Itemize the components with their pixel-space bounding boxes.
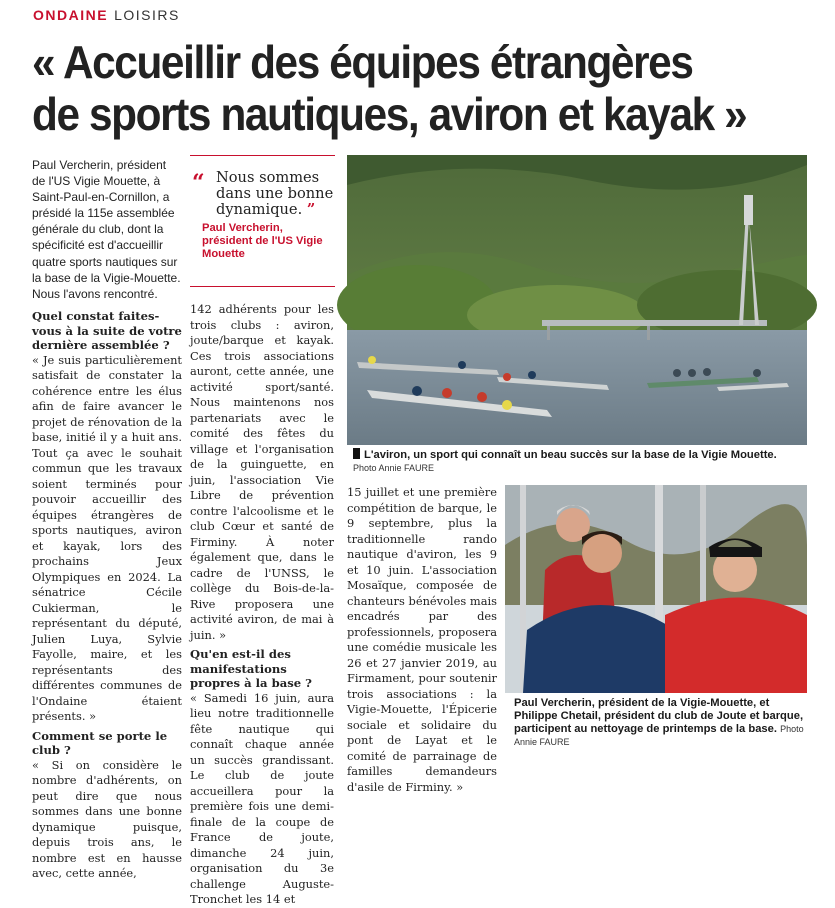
pull-quote-author: Paul Vercherin, président de l'US Vigie Mouette <box>202 222 323 260</box>
pull-quote-text <box>216 170 335 218</box>
headline-line-1: « Accueillir des équipes étrangères <box>32 36 693 88</box>
pull-quote <box>190 155 335 287</box>
answer-3-part-2: 15 juillet et une première compétition de barque, le 9 septembre, plus la traditionnelle rando nautique d'aviron, les 9 et 10 juin. L'association Mosaïque, composée de chanteurs bénévoles mais encadrés par des professionnels, proposera une comédie musicale les 26 et 27 janvier 2019, au Firmament, pour soutenir trois associations : la Vigie-Mouette, l'Épicerie sociale et solidaire du pont de Layat et le comité de parrainage de familles demandeurs d'asile de Firminy. » <box>347 485 497 794</box>
article-column-2 <box>190 302 334 908</box>
cleaning-photo-caption <box>514 697 814 749</box>
rowing-scene-image <box>347 155 807 445</box>
close-quote-icon: ” <box>306 201 316 218</box>
article-column-1 <box>32 305 182 882</box>
rowing-photo-credit: Photo Annie FAURE <box>353 463 435 473</box>
section-label: ONDAINE <box>33 7 109 23</box>
answer-3-part-1: « Samedi 16 juin, aura lieu notre traditionnelle fête nautique qui connaît chaque année un succès grandissant. Le club de joute accueillera pour la première fois une demi-finale de la coupe de France de joute, dimanche 24 juin, organisation du 3e challenge Auguste-Tronchet les 14 et <box>190 690 334 906</box>
article-column-3 <box>347 485 497 795</box>
cleaning-caption-text: Paul Vercherin, président de la Vigie-Mouette, et Philippe Chetail, président du club de Joute et barque, participent au nettoyage de printemps de la base. <box>514 697 804 735</box>
question-1: Quel constat faites-vous à la suite de votre dernière assemblée ? <box>32 309 182 352</box>
cleaning-photo <box>505 485 807 693</box>
rubric-label: LOISIRS <box>114 7 180 23</box>
cleaning-photo-credit: Photo Annie FAURE <box>514 724 804 747</box>
rowing-photo-caption <box>353 448 813 475</box>
article-lead: Paul Vercherin, président de l'US Vigie Mouette, à Saint-Paul-en-Cornillon, a présidé la 115e assemblée générale du club, dont la spécificité est d'accueillir quatre sports nautiques sur la base de la Vigie-Mouette. Nous l'avons rencontré. <box>32 158 181 301</box>
rowing-caption-text: L'aviron, un sport qui connaît un beau succès sur la base de la Vigie Mouette. <box>364 449 777 461</box>
section-kicker <box>33 7 180 23</box>
caption-marker-icon <box>353 448 360 459</box>
volunteers-image <box>505 485 807 693</box>
question-2: Comment se porte le club ? <box>32 728 168 757</box>
open-quote-icon: “ <box>192 170 205 196</box>
article-headline <box>32 36 759 140</box>
rowing-photo <box>347 155 807 445</box>
answer-2-part-2: 142 adhérents pour les trois clubs : aviron, joute/barque et kayak. Ces trois associations auront, cette année, une activité sport/santé. Nous maintenons nos partenariats avec le comité des fêtes du village et l'organisation de la guinguette, en juin, l'association Vie Libre de prévention contre l'alcoolisme et le club Cœur et santé de Firminy. À noter également que, dans le cadre de l'UNSS, le collège du Bois-de-la-Rive proposera une activité aviron, de mai à juin. » <box>190 302 334 642</box>
question-3: Qu'en est-il des manifestations propres à la base ? <box>190 647 312 690</box>
answer-1: « Je suis particulièrement satisfait de constater la cohérence entre les élus afin de faire avancer le projet de rénovation de la base, initié il y a huit ans. Tout ça avec le souhait commun que les travaux soient terminés pour pouvoir accueillir des équipes étrangères de sports nautiques, aviron et kayak, lors des prochains Jeux Olympiques en 2024. La sénatrice Cécile Cukierman, le représentant du député, Julien Luya, Sylvie Fayolle, maire, et les représentants des différentes communes de l'Ondaine étaient présents. » <box>32 352 182 723</box>
pull-quote-body: Nous sommes dans une bonne dynamique. <box>216 169 334 218</box>
headline-line-2: de sports nautiques, aviron et kayak » <box>32 88 747 140</box>
answer-2-part-1: « Si on considère le nombre d'adhérents, on peut dire que nous sommes dans une bonne dynamique puisque, depuis trois ans, le nombre est en hausse avec, cette année, <box>32 757 182 880</box>
